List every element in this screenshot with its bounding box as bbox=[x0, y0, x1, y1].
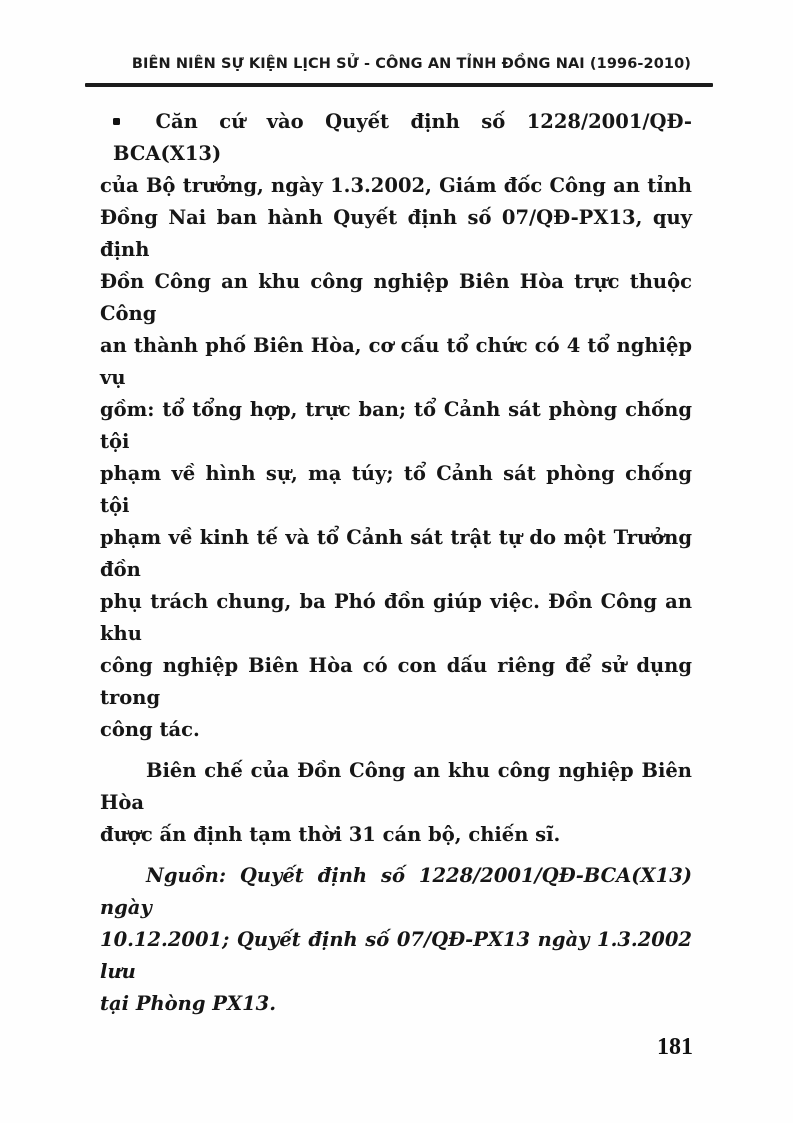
running-header: BIÊN NIÊN SỰ KIỆN LỊCH SỬ - CÔNG AN TỈNH ĐỒNG NAI (1996-2010) bbox=[131, 56, 691, 72]
page-number: 181 bbox=[657, 1034, 693, 1060]
text-line: công tác. bbox=[100, 718, 200, 741]
text-line: tại Phòng PX13. bbox=[100, 992, 277, 1015]
text-line: công nghiệp Biên Hòa có con dấu riêng để sử dụng trong bbox=[100, 654, 692, 709]
bullet-marker bbox=[113, 118, 120, 125]
text-line: Đồng Nai ban hành Quyết định số 07/QĐ-PX13, quy định bbox=[100, 206, 692, 261]
text-line: Căn cứ vào Quyết định số 1228/2001/QĐ-BCA(X13) bbox=[113, 110, 692, 165]
text-line: Nguồn: Quyết định số 1228/2001/QĐ-BCA(X13) ngày bbox=[100, 864, 692, 919]
text-block bbox=[100, 106, 692, 1029]
text-line: phạm về hình sự, mạ túy; tổ Cảnh sát phòng chống tội bbox=[100, 462, 692, 517]
text-line: phạm về kinh tế và tổ Cảnh sát trật tự do một Trưởng đồn bbox=[100, 526, 692, 581]
paragraph bbox=[100, 755, 692, 851]
text-line: Biên chế của Đồn Công an khu công nghiệp Biên Hòa bbox=[100, 759, 692, 814]
text-line: được ấn định tạm thời 31 cán bộ, chiến sĩ. bbox=[100, 823, 561, 846]
text-line: Đồn Công an khu công nghiệp Biên Hòa trực thuộc Công bbox=[100, 270, 692, 325]
text-line: gồm: tổ tổng hợp, trực ban; tổ Cảnh sát phòng chống tội bbox=[100, 398, 692, 453]
text-line: của Bộ trưởng, ngày 1.3.2002, Giám đốc Công an tỉnh bbox=[100, 174, 692, 197]
header-rule bbox=[85, 83, 713, 87]
text-line: 10.12.2001; Quyết định số 07/QĐ-PX13 ngày 1.3.2002 lưu bbox=[100, 928, 692, 983]
paragraph bbox=[100, 860, 692, 1020]
paragraph bbox=[100, 106, 692, 746]
text-line: phụ trách chung, ba Phó đồn giúp việc. Đồn Công an khu bbox=[100, 590, 692, 645]
text-line: an thành phố Biên Hòa, cơ cấu tổ chức có 4 tổ nghiệp vụ bbox=[100, 334, 692, 389]
